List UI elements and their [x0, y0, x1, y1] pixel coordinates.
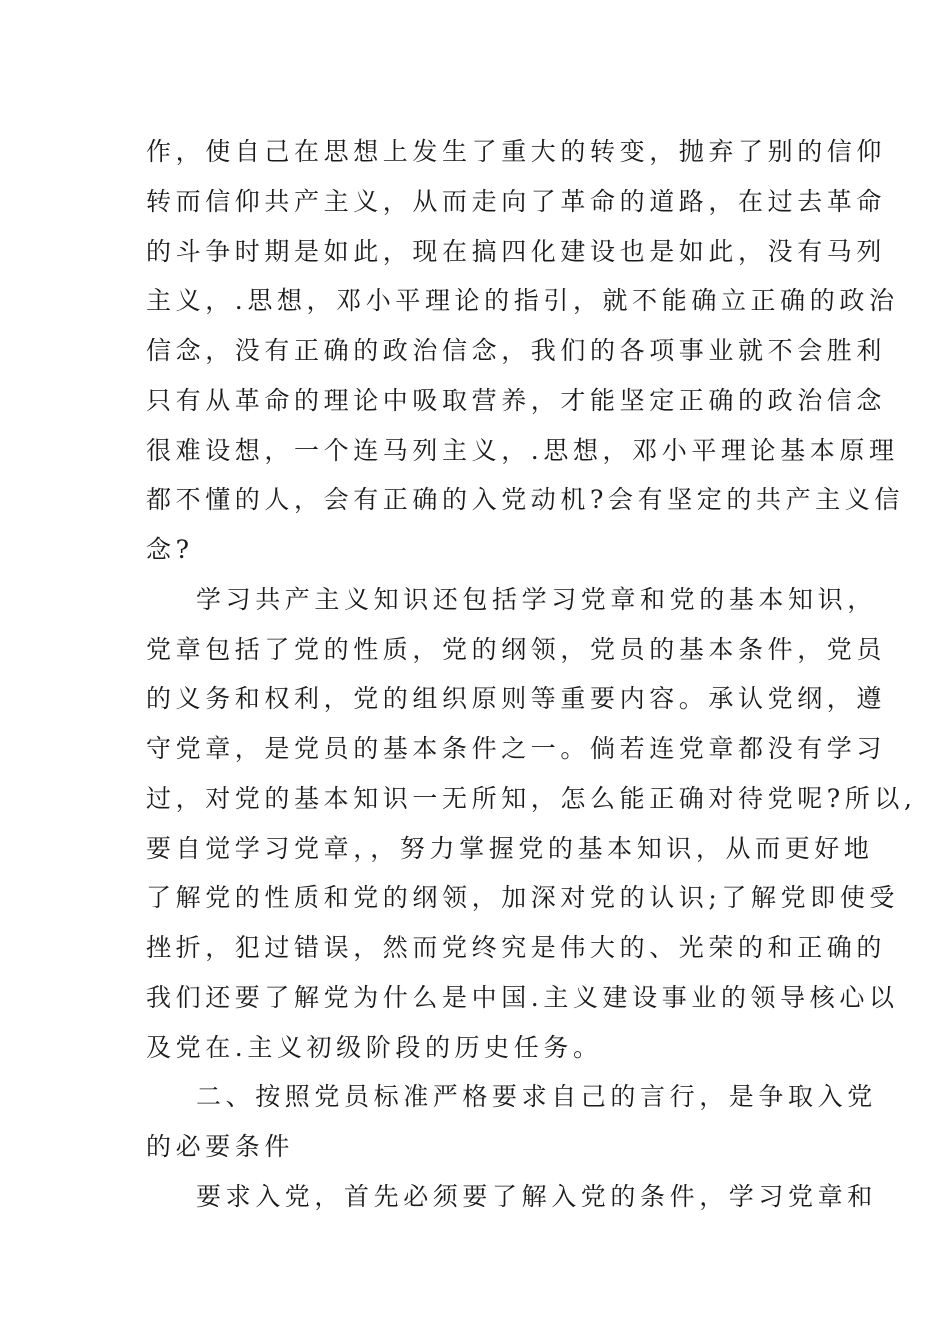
text-line: 过，对党的基本知识一无所知，怎么能正确对待党呢?所以,: [146, 784, 917, 813]
text-line: 党章包括了党的性质，党的纲领，党员的基本条件，党员: [146, 635, 887, 664]
text-line: 作，使自己在思想上发生了重大的转变，抛弃了别的信仰: [146, 137, 887, 166]
paragraph-first-line: 学习共产主义知识还包括学习党章和党的基本知识，: [196, 585, 877, 614]
text-line: 信念，没有正确的政治信念，我们的各项事业就不会胜利: [146, 336, 887, 365]
text-line: 的义务和权利，党的组织原则等重要内容。承认党纲，遵: [146, 684, 887, 713]
text-line: 要自觉学习党章，，努力掌握党的基本知识，从而更好地: [146, 834, 874, 863]
text-line: 都不懂的人，会有正确的入党动机?会有坚定的共产主义信: [146, 485, 905, 514]
text-line: 念?: [146, 535, 194, 564]
text-line: 守党章，是党员的基本条件之一。倘若连党章都没有学习: [146, 734, 887, 763]
text-line: 及党在.主义初级阶段的历史任务。: [146, 1033, 603, 1062]
paragraph-first-line: 要求入党，首先必须要了解入党的条件，学习党章和: [196, 1182, 877, 1211]
section-heading-line: 的必要条件: [146, 1132, 295, 1161]
text-line: 挫折，犯过错误，然而党终究是伟大的、光荣的和正确的: [146, 933, 887, 962]
text-line: 了解党的性质和党的纲领，加深对党的认识;了解党即使受: [146, 883, 900, 912]
text-line: 主义，.思想，邓小平理论的指引，就不能确立正确的政治: [146, 286, 899, 315]
text-line: 转而信仰共产主义，从而走向了革命的道路，在过去革命: [146, 187, 887, 216]
section-heading-line: 二、按照党员标准严格要求自己的言行，是争取入党: [196, 1082, 877, 1111]
text-line: 的斗争时期是如此，现在搞四化建设也是如此，没有马列: [146, 237, 887, 266]
text-line: 只有从革命的理论中吸取营养，才能坚定正确的政治信念: [146, 386, 887, 415]
text-line: 很难设想，一个连马列主义，.思想，邓小平理论基本原理: [146, 436, 899, 465]
text-line: 我们还要了解党为什么是中国.主义建设事业的领导核心以: [146, 983, 899, 1012]
